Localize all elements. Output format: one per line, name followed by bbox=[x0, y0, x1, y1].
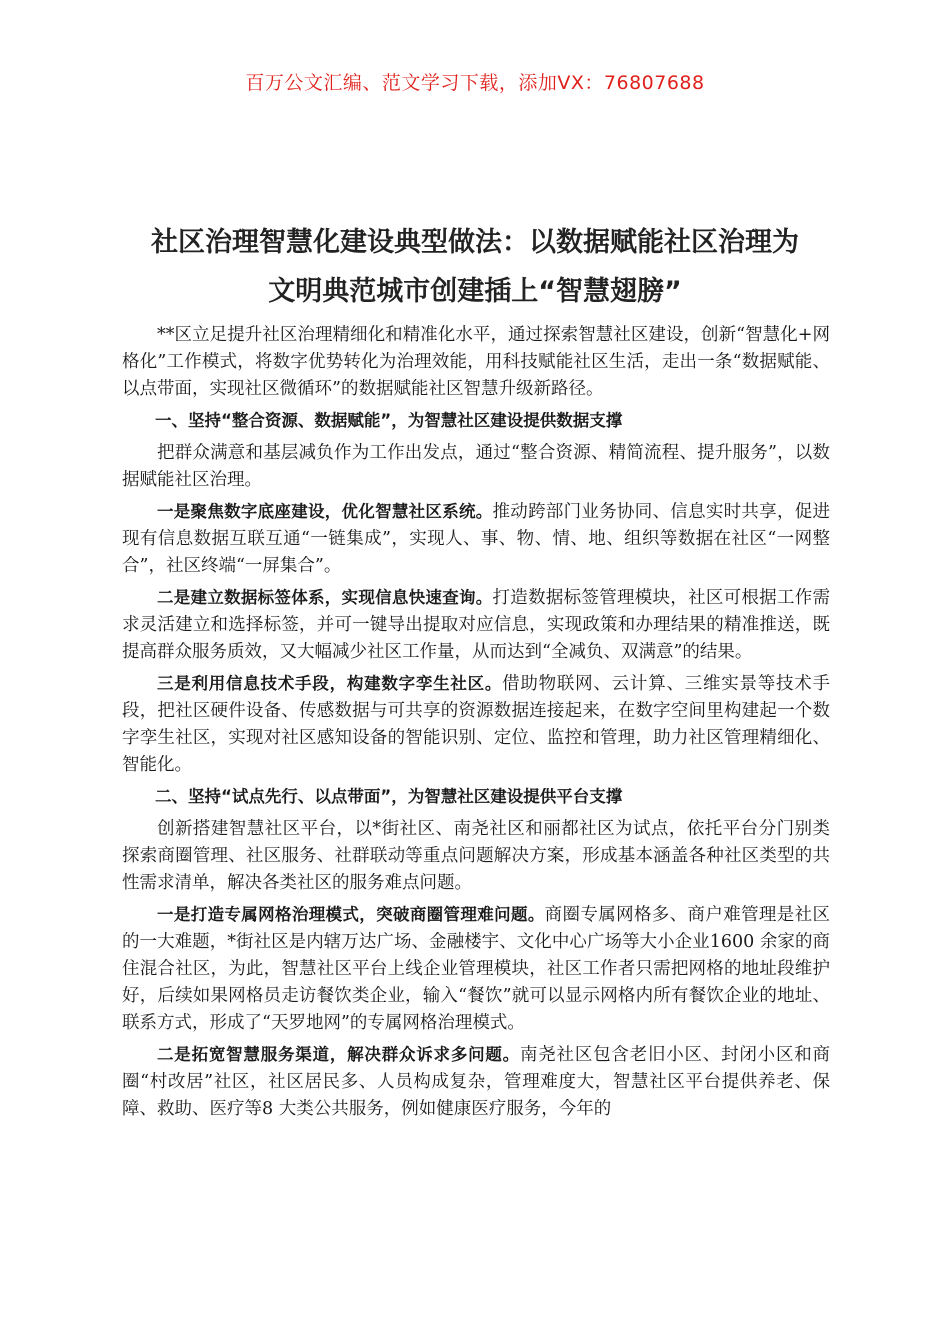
item-body-1: 推动跨部门业务协同、信息实时共享，促进现有信息数据互联互通“一链集成”，实现人、事、物、情、地、组织等数据在社区“一网整合”，社区终端“一屏集合”。 bbox=[122, 502, 831, 576]
section-2-summary: 创新搭建智慧社区平台，以*街社区、南尧社区和丽都社区为试点，依托平台分门别类探索商圈管理、社区服务、社群联动等重点问题解决方案，形成基本涵盖各种社区类型的共性需求清单，解决各类社区的服务难点问题。 bbox=[122, 819, 830, 893]
item-lead-5: 二是拓宽智慧服务渠道，解决群众诉求多问题。 bbox=[157, 1045, 520, 1064]
title-line-2: 文明典范城市创建插上“智慧翅膀” bbox=[268, 276, 682, 307]
document-body bbox=[122, 322, 830, 1127]
item-paragraph-2 bbox=[122, 584, 830, 666]
watermark-text: 百万公文汇编、范文学习下载，添加VX：76807688 bbox=[245, 72, 705, 94]
item-paragraph-1 bbox=[122, 498, 830, 580]
item-lead-3: 三是利用信息技术手段，构建数字孪生社区。 bbox=[157, 674, 503, 693]
item-paragraph-3 bbox=[122, 670, 830, 779]
item-lead-1: 一是聚焦数字底座建设，优化智慧社区系统。 bbox=[157, 502, 493, 521]
title-line-1: 社区治理智慧化建设典型做法：以数据赋能社区治理为 bbox=[151, 227, 799, 258]
item-lead-4: 一是打造专属网格治理模式，突破商圈管理难问题。 bbox=[157, 905, 545, 924]
item-body-3: 借助物联网、云计算、三维实景等技术手段，把社区硬件设备、传感数据与可共享的资源数据连接起来，在数字空间里构建起一个数字孪生社区，实现对社区感知设备的智能识别、定位、监控和管理，助力社区管理精细化、智能化。 bbox=[122, 674, 831, 775]
item-paragraph-5 bbox=[122, 1041, 830, 1123]
document-title bbox=[100, 218, 850, 316]
intro-paragraph: **区立足提升社区治理精细化和精准化水平，通过探索智慧社区建设，创新“智慧化+网格化”工作模式，将数字优势转化为治理效能，用科技赋能社区生活，走出一条“数据赋能、以点带面，实现社区微循环”的数据赋能社区智慧升级新路径。 bbox=[122, 325, 830, 399]
section-heading-1: 一、坚持“整合资源、数据赋能”，为智慧社区建设提供数据支撑 bbox=[155, 411, 623, 430]
item-body-2: 打造数据标签管理模块，社区可根据工作需求灵活建立和选择标签，并可一键导出提取对应信息，实现政策和办理结果的精准推送，既提高群众服务质效，又大幅减少社区工作量，从而达到“全减负、双满意”的结果。 bbox=[122, 588, 831, 662]
section-1-summary: 把群众满意和基层减负作为工作出发点，通过“整合资源、精简流程、提升服务”，以数据赋能社区治理。 bbox=[122, 443, 830, 490]
item-lead-2: 二是建立数据标签体系，实现信息快速查询。 bbox=[157, 588, 493, 607]
item-body-4: 商圈专属网格多、商户难管理是社区的一大难题，*街社区是内辖万达广场、金融楼宇、文化中心广场等大小企业1600 余家的商住混合社区，为此，智慧社区平台上线企业管理模块，社区工作者只需把网格的地址段维护好，后续如果网格员走访餐饮类企业，输入“餐饮”就可以显示网格内所有餐饮企业的地址、联系方式，形成了“天罗地网”的专属网格治理模式。 bbox=[122, 905, 830, 1033]
item-body-5: 南尧社区包含老旧小区、封闭小区和商圈“村改居”社区，社区居民多、人员构成复杂，管理难度大，智慧社区平台提供养老、保障、救助、医疗等8 大类公共服务，例如健康医疗服务，今年的 bbox=[122, 1045, 831, 1119]
item-paragraph-4 bbox=[122, 901, 830, 1037]
section-heading-2: 二、坚持“试点先行、以点带面”，为智慧社区建设提供平台支撑 bbox=[155, 787, 623, 806]
